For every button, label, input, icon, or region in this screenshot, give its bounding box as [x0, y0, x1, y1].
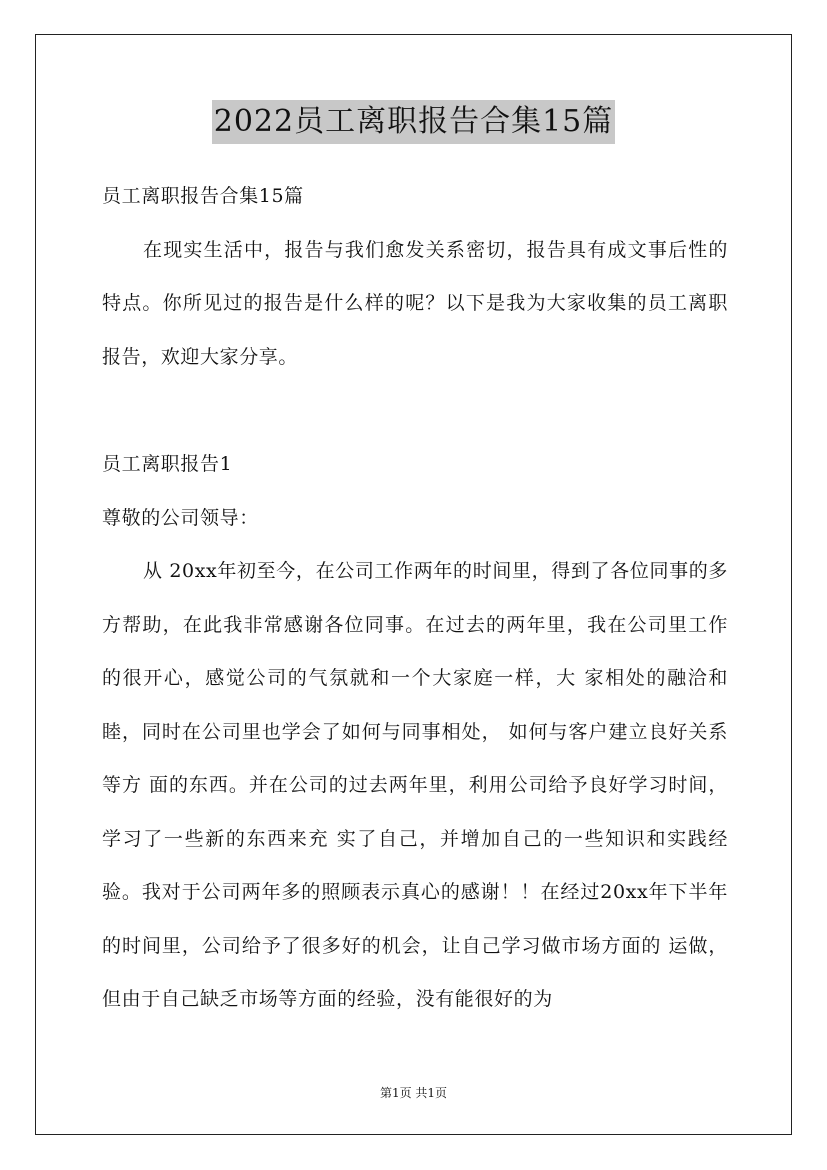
- section-heading: 员工离职报告1: [102, 453, 233, 475]
- title-container: [0, 100, 827, 144]
- body-paragraph: 从 20xx年初至今，在公司工作两年的时间里，得到了各位同事的多方帮助，在此我非常感谢各位同事。在过去的两年里，我在公司里工作的很开心，感觉公司的气氛就和一个大家庭一样，大 家相处的融洽和睦，同时在公司里也学会了如何与同事相处， 如何与客户建立良好关系等方 面的东西。并在公司的过去两年里，利用公司给予良好学习时间，学习了一些新的东西来充 实了自己，并增加自己的一些知识和实践经验。我对于公司两年多的照顾表示真心的感谢！！在经过20xx年下半年的时间里，公司给予了很多好的机会，让自己学习做市场方面的 运做，但由于自己缺乏市场等方面的经验，没有能很好的为: [102, 560, 728, 1010]
- intro-paragraph: 在现实生活中，报告与我们愈发关系密切，报告具有成文事后性的特点。你所见过的报告是什么样的呢？以下是我为大家收集的员工离职报告，欢迎大家分享。: [102, 238, 728, 368]
- subtitle: 员工离职报告合集15篇: [102, 185, 304, 207]
- salutation: 尊敬的公司领导：: [102, 506, 259, 529]
- page-footer: 第1页 共1页: [379, 1086, 448, 1100]
- spacer: [102, 384, 728, 438]
- document-title: 2022员工离职报告合集15篇: [212, 100, 616, 144]
- document-body: [102, 170, 728, 1027]
